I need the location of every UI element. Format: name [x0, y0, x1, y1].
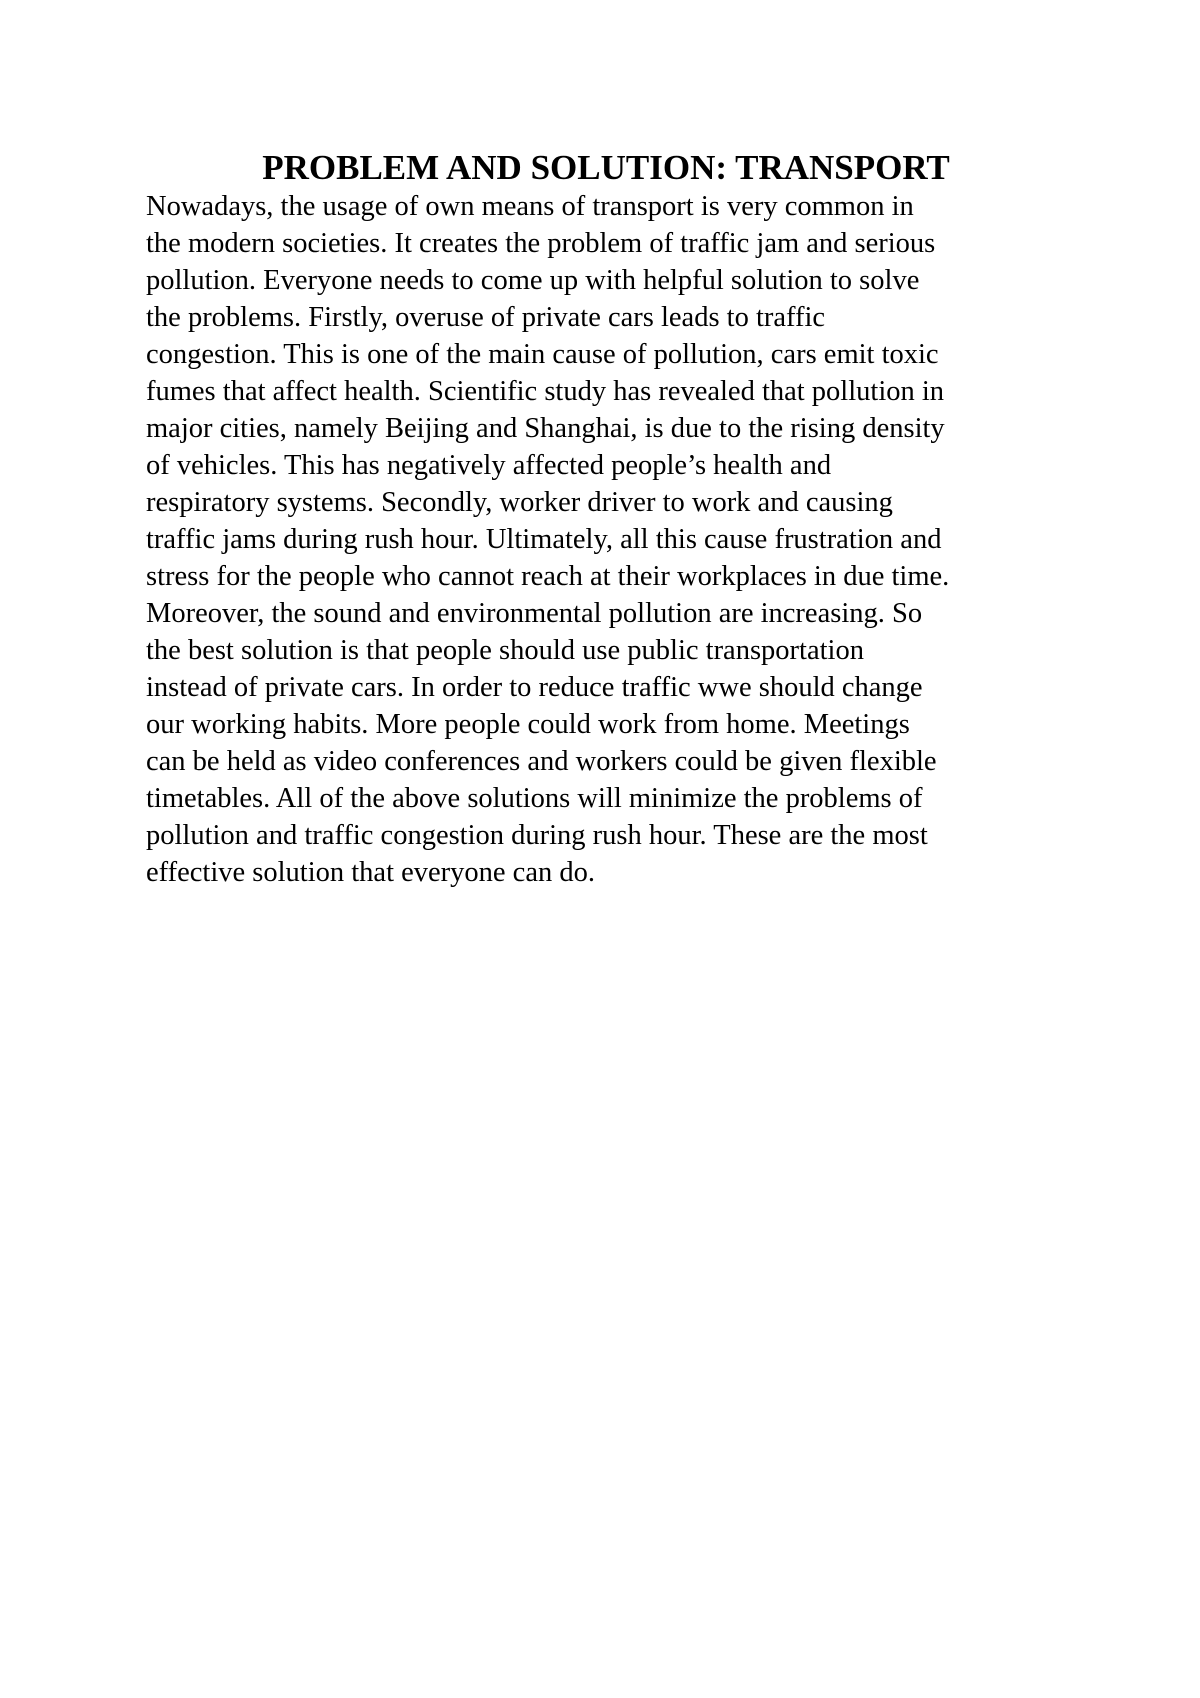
text-line: of vehicles. This has negatively affected people’s health and	[146, 450, 832, 481]
text-line: Nowadays, the usage of own means of transport is very common in	[146, 191, 914, 222]
text-line: major cities, namely Beijing and Shanghai, is due to the rising density	[146, 413, 945, 444]
text-line: timetables. All of the above solutions will minimize the problems of	[146, 783, 923, 814]
document-title: PROBLEM AND SOLUTION: TRANSPORT	[262, 148, 950, 187]
text-line: instead of private cars. In order to reduce traffic wwe should change	[146, 672, 923, 703]
text-line: Moreover, the sound and environmental pollution are increasing. So	[146, 598, 923, 629]
text-line: pollution. Everyone needs to come up with helpful solution to solve	[146, 265, 920, 296]
text-line: respiratory systems. Secondly, worker driver to work and causing	[146, 487, 893, 518]
text-line: effective solution that everyone can do.	[146, 857, 595, 888]
body-paragraph	[146, 188, 1066, 891]
text-line: traffic jams during rush hour. Ultimately, all this cause frustration and	[146, 524, 942, 555]
text-line: congestion. This is one of the main cause of pollution, cars emit toxic	[146, 339, 939, 370]
text-line: fumes that affect health. Scientific study has revealed that pollution in	[146, 376, 945, 407]
text-line: the modern societies. It creates the problem of traffic jam and serious	[146, 228, 936, 259]
text-line: can be held as video conferences and workers could be given flexible	[146, 746, 937, 777]
text-line: pollution and traffic congestion during rush hour. These are the most	[146, 820, 928, 851]
text-line: stress for the people who cannot reach at their workplaces in due time.	[146, 561, 950, 592]
text-line: our working habits. More people could work from home. Meetings	[146, 709, 910, 740]
text-line: the best solution is that people should use public transportation	[146, 635, 864, 666]
document-content	[146, 148, 1066, 891]
text-line: the problems. Firstly, overuse of private cars leads to traffic	[146, 302, 826, 333]
